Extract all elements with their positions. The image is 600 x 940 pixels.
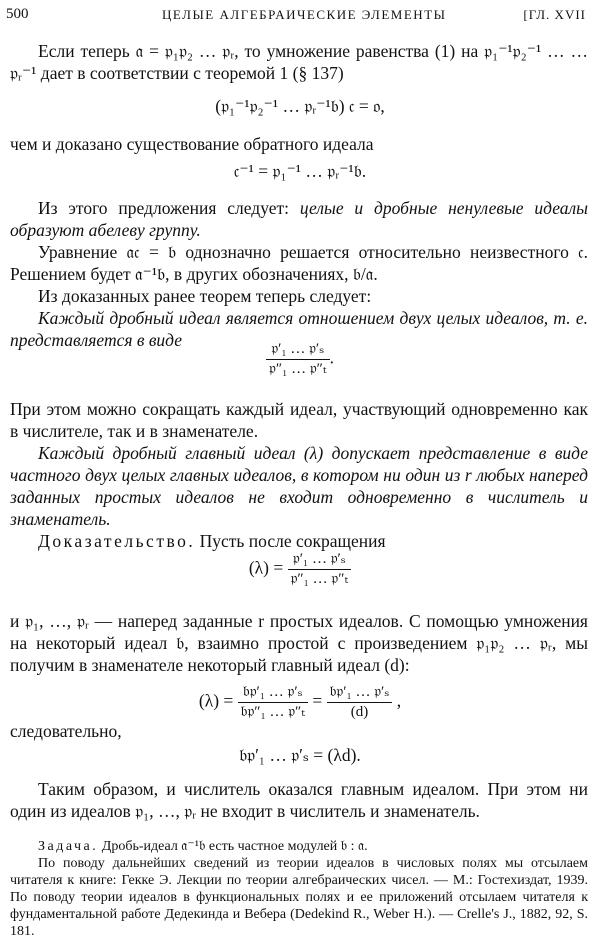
chapter-label: [ГЛ. XVII <box>523 7 586 22</box>
task-note <box>10 838 588 855</box>
fraction-1-denominator: 𝔭″₁ … 𝔭″ₜ <box>266 359 330 379</box>
page-number: 500 <box>6 6 29 22</box>
paragraph-12: Таким образом, и числитель оказался главным идеалом. При этом ни один из идеалов 𝔭₁, …, 𝔭ᵣ не входит в числитель и знаменатель. <box>10 779 588 821</box>
paragraph-2: чем и доказано существование обратного идеала <box>10 134 374 154</box>
equation-4-comma: , <box>396 690 402 711</box>
paragraph-1: Если теперь 𝔞 = 𝔭₁𝔭₂ … 𝔭ᵣ, то умножение равенства (1) на 𝔭₁⁻¹𝔭₂⁻¹ … … 𝔭ᵣ⁻¹ дает в соответствии с теоремой 1 (§ 137) <box>10 41 588 83</box>
equation-4-equals: = <box>312 690 323 711</box>
fraction-3-numerator: 𝔟𝔭′₁ … 𝔭′ₛ <box>242 684 303 700</box>
paragraph-3-lead: Из этого предложения следует: <box>38 198 300 218</box>
paragraph-10: и 𝔭₁, …, 𝔭ᵣ — наперед заданные r простых идеалов. С помощью умножения на некоторый идеал 𝔟, взаимно простой с произведением 𝔭₁𝔭₂ … 𝔭ᵣ, мы получим в знаменателе некоторый главный идеал (d): <box>10 611 588 675</box>
reference-note: По поводу дальнейших сведений из теории идеалов в числовых полях мы отсылаем читателя к книге: Гекке Э. Лекции по теории алгебраических чисел. — М.: Гостехиздат, 1939. По поводу теории идеалов в функциональных полях и ее приложений отсылаем читателя к фундаментальной работе Дедекинда и Вебера (Dedekind R., Weber H.). — Crelle's J., 1882, 92, S. 181. <box>10 856 588 939</box>
task-label: Задача. <box>38 839 99 854</box>
equation-4 <box>0 683 600 722</box>
equation-5: 𝔟𝔭′₁ … 𝔭′ₛ = (λd). <box>239 745 361 765</box>
fraction-2 <box>288 550 352 589</box>
fraction-4 <box>327 683 393 722</box>
paragraph-3-statement: целые и дробные ненулевые идеалы образуют абелеву группу. <box>10 198 588 240</box>
fraction-3 <box>238 683 308 722</box>
fraction-1 <box>266 340 330 379</box>
proof-lead: Пусть после сокращения <box>195 531 386 551</box>
proof-label: Доказательство. <box>38 531 196 551</box>
fraction-1-numerator: 𝔭′₁ … 𝔭′ₛ <box>271 341 325 357</box>
equation-2: 𝔠⁻¹ = 𝔭₁⁻¹ … 𝔭ᵣ⁻¹𝔟. <box>233 161 367 181</box>
equation-1: (𝔭₁⁻¹𝔭₂⁻¹ … 𝔭ᵣ⁻¹𝔟) 𝔠 = 𝔬, <box>215 96 385 116</box>
equation-4-lhs: (λ) = <box>198 690 234 711</box>
equation-3 <box>0 550 600 589</box>
fraction-4-numerator: 𝔟𝔭′₁ … 𝔭′ₛ <box>329 684 390 700</box>
paragraph-5: Из доказанных ранее теорем теперь следует: <box>38 286 372 306</box>
theorem-2: Каждый дробный главный идеал (λ) допускает представление в виде частного двух целых главных идеалов, в котором ни один из r любых наперед заданных простых идеалов не входит одновременно в числитель и знаменатель. <box>10 443 588 529</box>
theorem-1: Каждый дробный идеал является отношением двух целых идеалов, т. е. представляется в виде <box>10 308 588 350</box>
fraction-2-numerator: 𝔭′₁ … 𝔭′ₛ <box>292 551 346 567</box>
fraction-display-1: $\frac{\text{𝔭′₁ … 𝔭′ₛ}}{\text{𝔭″₁ … 𝔭″ₜ}}$ . <box>0 340 600 379</box>
task-text: Дробь-идеал 𝔞⁻¹𝔟 есть частное модулей 𝔟 : 𝔞. <box>98 839 368 854</box>
paragraph-proof <box>10 530 588 552</box>
fraction-4-denominator: (d) <box>327 702 393 722</box>
fraction-3-denominator: 𝔟𝔭″₁ … 𝔭″ₜ <box>238 702 308 722</box>
running-title: ЦЕЛЫЕ АЛГЕБРАИЧЕСКИЕ ЭЛЕМЕНТЫ <box>162 7 447 22</box>
equation-3-lhs: (λ) = <box>248 557 284 578</box>
paragraph-4: Уравнение 𝔞𝔠 = 𝔟 однозначно решается относительно неизвестного 𝔠. Решением будет 𝔞⁻¹𝔟, в других обозначениях, 𝔟/𝔞. <box>10 242 588 284</box>
fraction-2-denominator: 𝔭″₁ … 𝔭″ₜ <box>288 569 352 589</box>
running-header <box>0 6 600 28</box>
paragraph-7: При этом можно сокращать каждый идеал, участвующий одновременно как в числителе, так и в знаменателе. <box>10 399 588 441</box>
paragraph-3 <box>10 197 588 241</box>
paragraph-11: следовательно, <box>10 721 122 741</box>
